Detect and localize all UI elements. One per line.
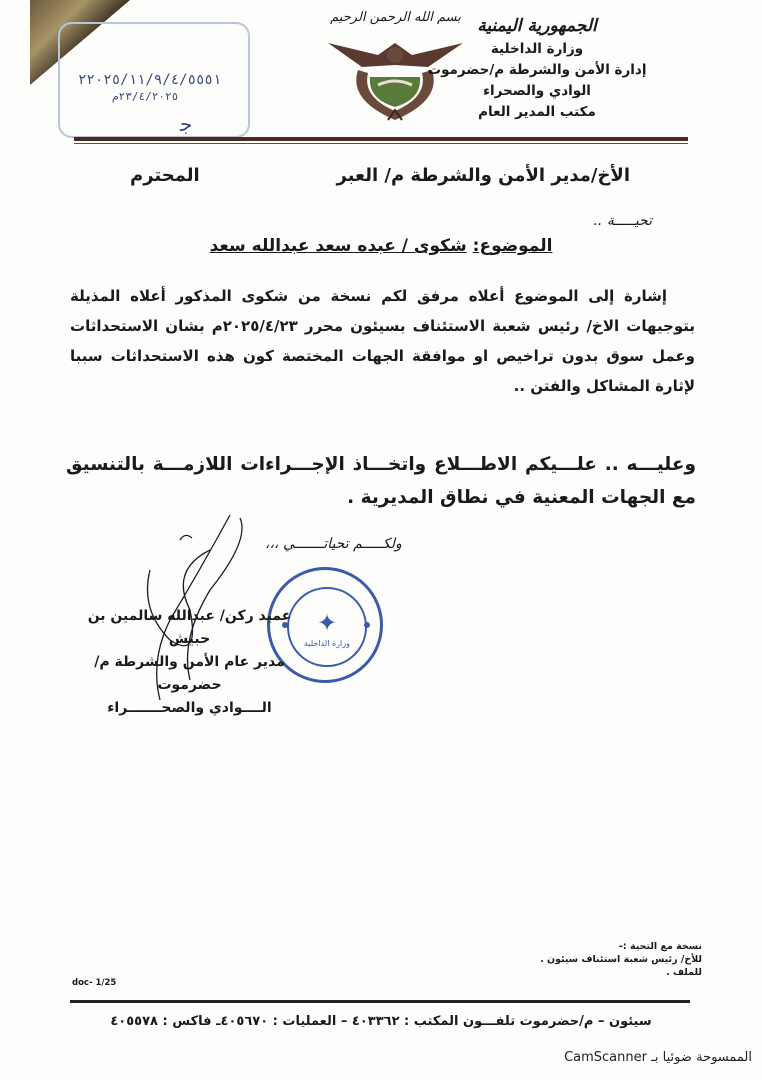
office-name: مكتب المدير العام [478,104,596,120]
signatory-region: الــــوادي والصحـــــــراء [107,700,272,716]
copies-heading: نسخة مع التحية :- [618,941,702,952]
registration-stamp [58,22,250,138]
copy-item: للملف . [666,967,702,978]
registration-number: ٢٢٠٢٥/١١/٩/٤/٥٥٥١ [78,72,222,88]
subject-text: شكوى / عبده سعد عبدالله سعد [209,236,467,256]
seal-eagle-icon: ✦ [316,609,338,637]
registration-initial: ﺟ [180,112,193,136]
closing-regards: ولكـــــم تحياتـــــــي ،،، [265,536,402,552]
basmala: بسم الله الرحمن الرحيم [330,10,461,25]
footer-contact: سيئون – م/حضرموت تلفـــون المكتب : ٤٠٣٣٦٢ – العمليات : ٤٠٥٦٧٠ـ فاكس : ٤٠٥٥٧٨ [110,1014,652,1029]
subject-line [0,236,762,256]
header-divider-thin [74,143,688,144]
camscanner-watermark: الممسوحة ضوئيا بـ CamScanner [564,1050,752,1065]
ministry-name: وزارة الداخلية [490,41,584,57]
signatory-name: عميد ركن/ عبدالله سالمين بن حبيش [87,608,292,647]
document-reference: doc- 1/25 [72,978,117,988]
signatory-title: مدير عام الأمن والشرطة م/حضرموت [94,654,285,693]
header-divider [74,137,688,141]
greeting: تحيـــــة .. [593,213,652,229]
body-paragraph: إشارة إلى الموضوع أعلاه مرفق لكم نسخة من شكوى المذكور أعلاه المذيلة بتوجيهات الاخ/ رئيس شعبة الاستئناف بسيئون محرر ٢٠٢٥/٤/٢٣م بشان الاستحداثات وعمل سوق بدون تراخيص او موافقة الجهات المختصة كون هذه الاستحداثات سببا لإثارة المشاكل والفتن .. [70,287,695,395]
honorific: المحترم [130,165,200,186]
registration-date: ٢٣/٤/٢٠٢٥م [112,90,179,103]
letter-body [70,281,695,401]
letterhead [407,16,667,123]
copy-item: للأخ/ رئيس شعبة استئناف سيئون . [540,954,702,965]
department-name: إدارة الأمن والشرطة م/حضرموت [427,62,647,78]
copies-list [502,940,702,979]
seal-center-text: وزارة الداخلية [304,639,350,648]
republic-name: الجمهورية اليمنية [477,16,597,36]
seal-dot-icon [364,622,370,628]
region-name: الوادي والصحراء [483,83,591,99]
footer-divider [70,1000,690,1003]
signature-block [72,605,307,720]
addressee: الأخ/مدير الأمن والشرطة م/ العبر [336,165,630,186]
action-paragraph: وعليـــه .. علـــيكم الاطـــلاع واتخـــاذ الإجـــراءات اللازمـــة بالتنسيق مع الجهات المعنية في نطاق المديرية . [66,454,696,508]
subject-label: الموضوع: [472,236,553,256]
